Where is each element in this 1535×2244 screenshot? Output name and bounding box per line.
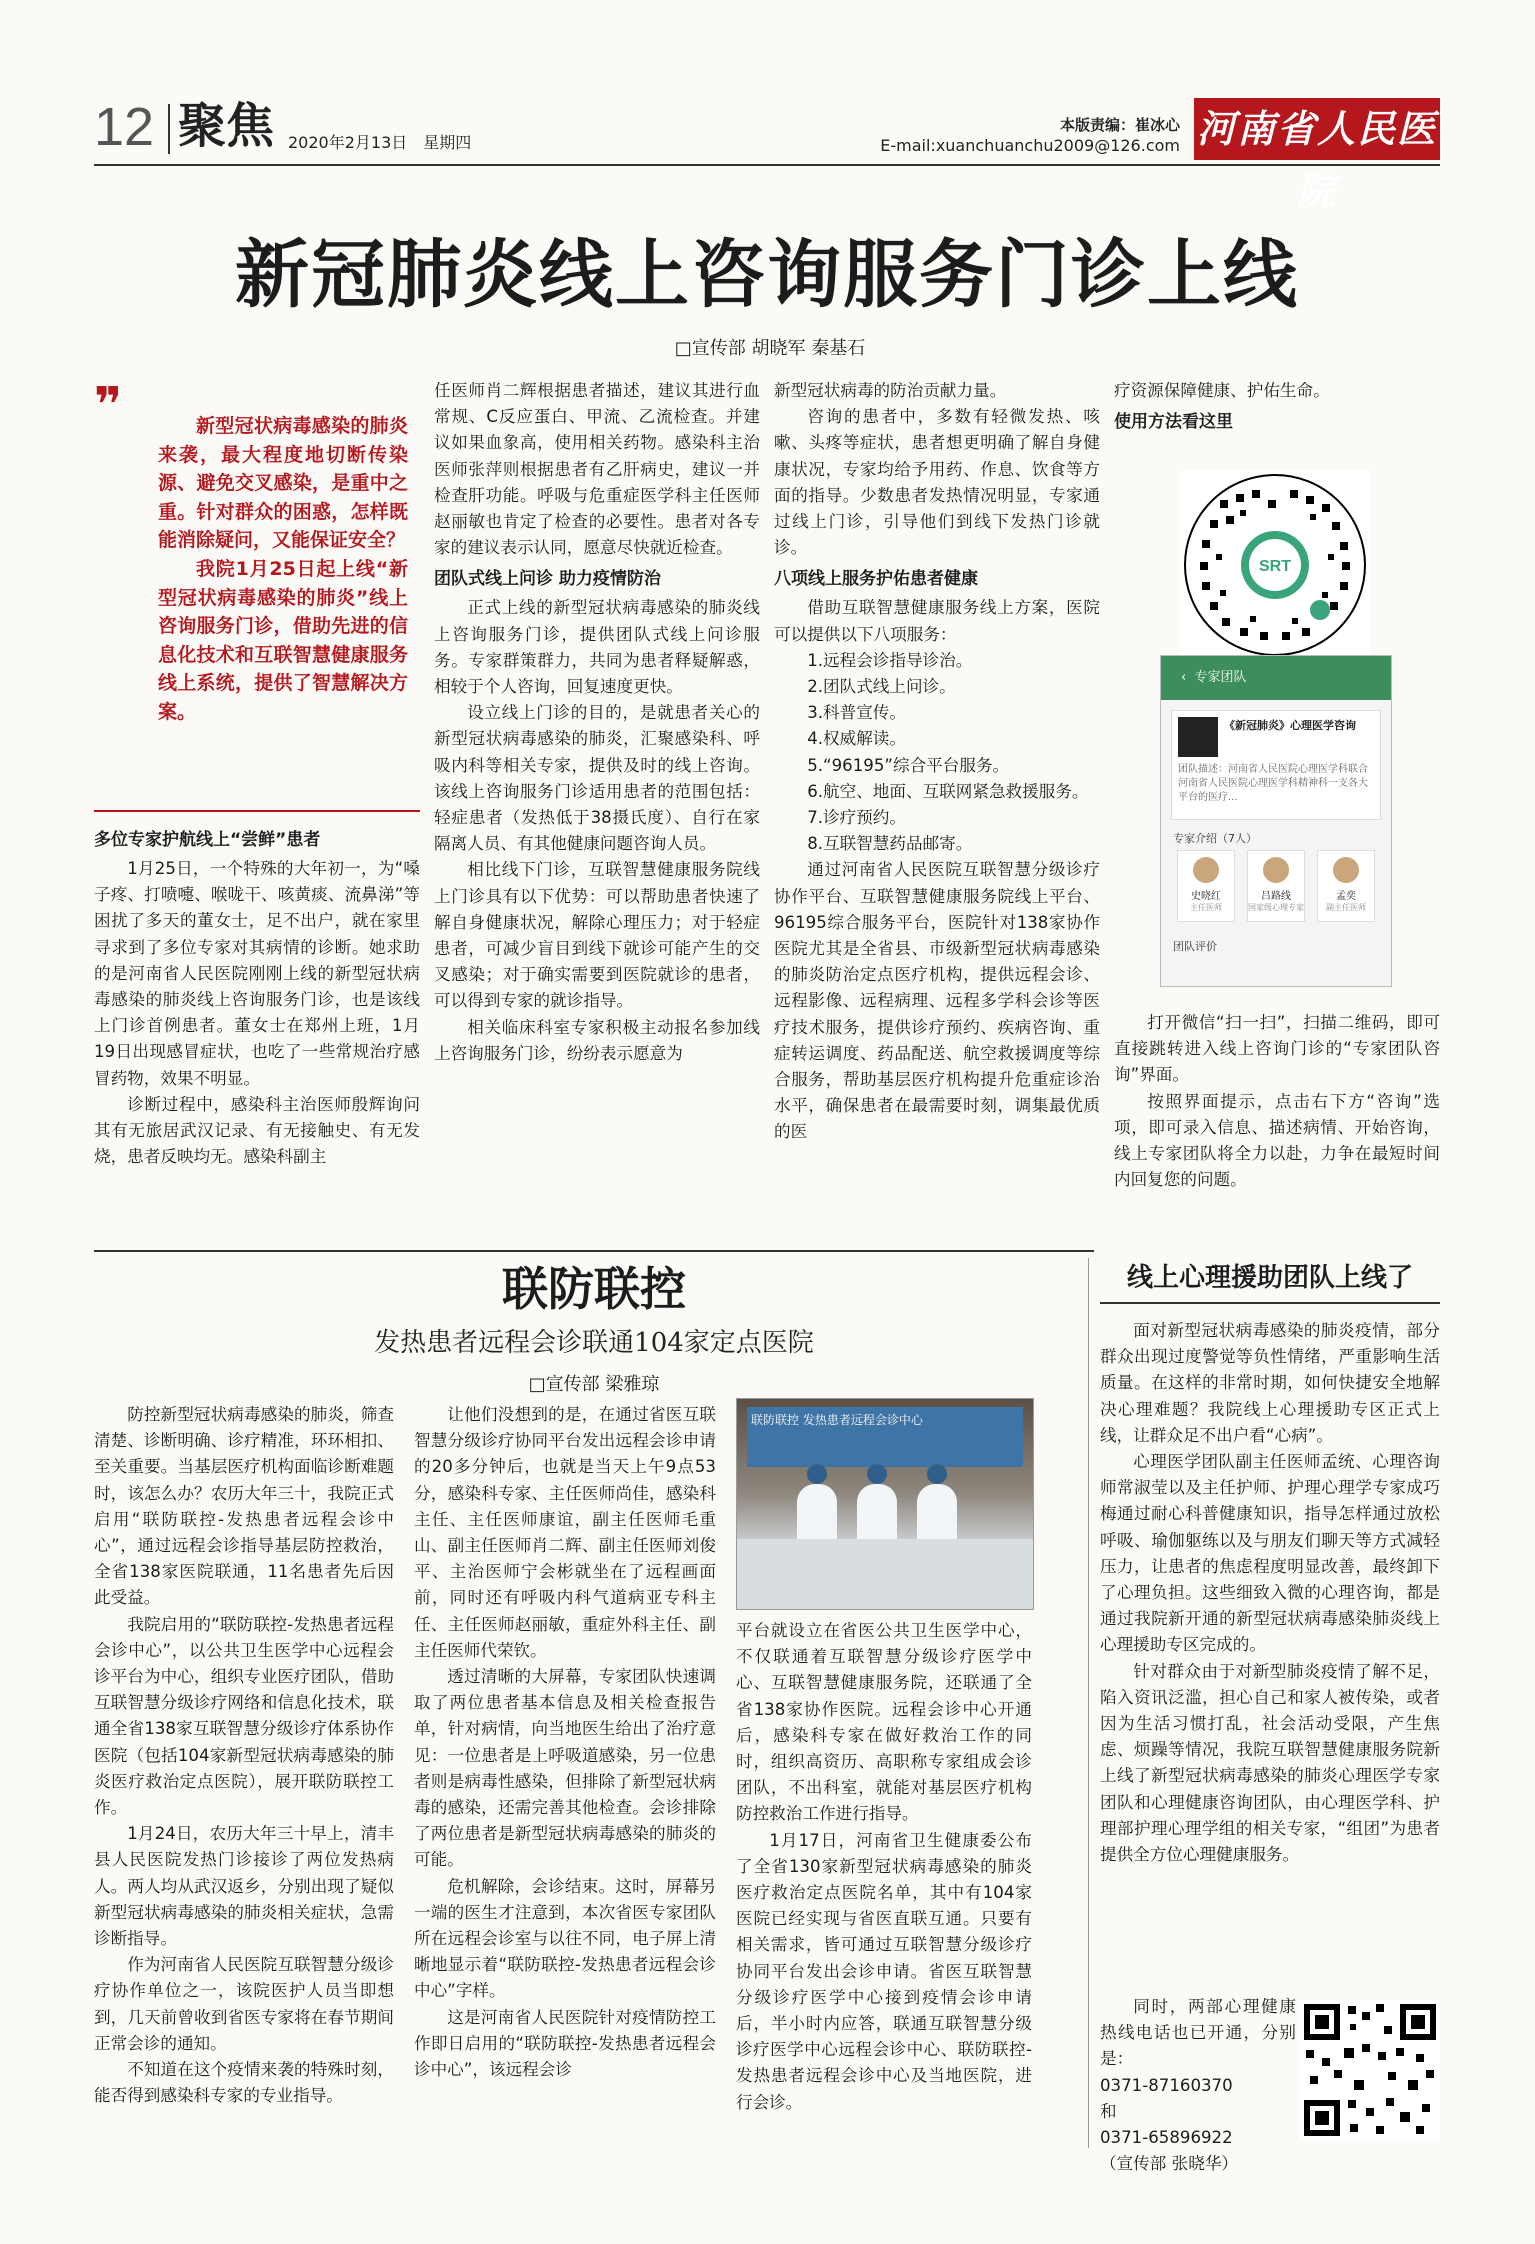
article2-column-1 (94, 1402, 394, 2144)
mini-qr-icon (1178, 717, 1218, 757)
phone-header-title: 专家团队 (1194, 670, 1247, 685)
list-item: 7.诊疗预约。 (807, 808, 906, 828)
hotline-intro: 同时，两部心理健康热线电话也已开通，分别是： (1100, 1997, 1296, 2069)
issue-date: 2020年2月13日 星期四 (288, 133, 472, 152)
paragraph: 让他们没想到的是，在通过省医互联智慧分级诊疗协同平台发出远程会诊申请的20多分钟后，也就是当天上午9点53分，感染科专家、主任医师尚佳，感染科主任、主任医师康谊，副主任医师毛重山、副主任医师肖二辉、副主任医师刘俊平、主治医师宁会彬就坐在了远程画面前，同时还有呼吸内科气道病亚专科主任、主任医师赵丽敏，重症外科主任、副主任医师代荣钦。 (414, 1405, 716, 1660)
subheading: 使用方法看这里 (1114, 412, 1233, 433)
expert-name: 孟奕 (1336, 891, 1356, 902)
paragraph: 疗资源保障健康、护佑生命。 (1114, 381, 1330, 400)
consultation-photo (736, 1398, 1034, 1610)
wechat-qr-code[interactable] (1180, 470, 1370, 660)
avatar (1193, 857, 1219, 883)
article1-byline: □宣传部 胡晓军 秦基石 (674, 338, 866, 359)
subheading: 团队式线上问诊 助力疫情防治 (434, 569, 661, 590)
avatar (1263, 857, 1289, 883)
paragraph: 我院启用的“联防联控-发热患者远程会诊中心”，以公共卫生医学中心远程会诊平台为中心，组织专业医疗团队，借助互联智慧分级诊疗网络和信息化技术，联通全省138家互联智慧分级诊疗体系协作医院（包括104家新型冠状病毒感染的肺炎医疗救治定点医院），展开联防联控工作。 (94, 1614, 394, 1818)
paragraph: 透过清晰的大屏幕，专家团队快速调取了两位患者基本信息及相关检查报告单，针对病情，向当地医生给出了治疗意见：一位患者是上呼吸道感染，另一位患者则是病毒性感染，但排除了新型冠状病毒的感染，还需完善其他检查。会诊排除了两位患者是新型冠状病毒感染的肺炎的可能。 (414, 1667, 716, 1870)
article2-column-2 (414, 1402, 716, 2144)
paragraph: 相比线下门诊，互联智慧健康服务院线上门诊具有以下优势：可以帮助患者快速了解自身健康状况，解除心理压力；对于轻症患者，可减少盲目到线下就诊可能产生的交叉感染；对于确实需要到医院就诊的患者，可以得到专家的就诊指导。 (434, 860, 760, 1011)
article3-rule (1100, 1302, 1440, 1304)
paragraph: 平台就设立在省医公共卫生医学中心，不仅联通着互联智慧分级诊疗医学中心、互联智慧健康服务院，还联通了全省138家协作医院。远程会诊中心开通后，感染科专家在做好救治工作的同时，组织高资历、高职称专家组成会诊团队，不出科室，就能对基层医疗机构防控救治工作进行指导。 (736, 1621, 1032, 1824)
section-title: 聚焦 (178, 98, 275, 154)
avatar (1333, 857, 1359, 883)
article1-column-3 (774, 378, 1100, 1222)
paragraph: 这是河南省人民医院针对疫情防控工作即日启用的“联防联控-发热患者远程会诊中心”，该远程会诊 (414, 2007, 716, 2080)
back-chevron-icon: ‹ (1181, 670, 1187, 685)
article2-subhead: 发热患者远程会诊联通104家定点医院 (374, 1328, 814, 1358)
paragraph: 诊断过程中，感染科主治医师殷辉询问其有无旅居武汉记录、有无接触史、有无发烧，患者反映均无。感染科副主 (94, 1094, 420, 1167)
list-item: 2.团队式线上问诊。 (807, 677, 956, 697)
paragraph: 设立线上门诊的目的，是就患者关心的新型冠状病毒感染的肺炎，汇聚感染科、呼吸内科等相关专家，提供及时的线上咨询。该线上咨询服务门诊适用患者的范围包括：轻症患者（发热低于38摄氏度）、自行在家隔离人员、有其他健康问题咨询人员。 (434, 703, 760, 854)
expert-name: 史晓红 (1191, 891, 1221, 902)
paragraph: 相关临床科室专家积极主动报名参加线上咨询服务门诊，纷纷表示愿意为 (434, 1017, 760, 1063)
expert-name: 吕路线 (1261, 891, 1291, 902)
paragraph: 打开微信“扫一扫”，扫描二维码，即可直接跳转进入线上咨询门诊的“专家团队咨询”界面。 (1114, 1013, 1440, 1085)
section-rule (94, 1250, 1094, 1252)
paragraph: 1月25日，一个特殊的大年初一，为“嗓子疼、打喷嚏、喉咙干、咳黄痰、流鼻涕”等困扰了多天的董女士，足不出户，就在家里寻求到了多位专家对其病情的诊断。她求助的是河南省人民医院刚刚上线的新型冠状病毒感染的肺炎线上咨询服务门诊，也是该线上门诊首例患者。董女士在郑州上班，1月19日出现感冒症状，也吃了一些常规治疗感冒药物，效果不明显。 (94, 859, 420, 1088)
list-item: 3.科普宣传。 (807, 703, 906, 723)
quote-mark-icon: ❞ (94, 377, 123, 433)
expert-card (1177, 850, 1235, 922)
contact-email: E-mail:xuanchuanchu2009@126.com (880, 136, 1180, 155)
article2-headline: 联防联控 (502, 1262, 686, 1316)
list-item: 6.航空、地面、互联网紧急救援服务。 (807, 781, 1089, 801)
phone-screenshot (1160, 655, 1392, 987)
subheading: 多位专家护航线上“尝鲜”患者 (94, 830, 321, 850)
qr-logo-text: SRT (1259, 558, 1291, 575)
expert-title: 国家级心理专家 (1248, 903, 1304, 912)
paragraph: 作为河南省人民医院互联智慧分级诊疗协作单位之一，该院医护人员当即想到，几天前曾收到省医专家将在春节期间正常会诊的通知。 (94, 1955, 394, 2053)
article3-body (1100, 1318, 1440, 1994)
list-item: 5.“96195”综合平台服务。 (807, 755, 1010, 775)
article2-byline: □宣传部 梁雅琼 (528, 1374, 660, 1395)
masthead-divider (168, 104, 170, 154)
subheading: 八项线上服务护佑患者健康 (774, 569, 978, 590)
hotline-phone-2: 0371-65896922 (1100, 2128, 1233, 2148)
column-divider (1088, 1258, 1089, 2148)
paragraph: 针对群众由于对新型肺炎疫情了解不足，陷入资讯泛滥，担心自己和家人被传染，或者因为生活习惯打乱，社会活动受限，产生焦虑、烦躁等情况，我院互联智慧健康服务院新上线了新型冠状病毒感染的肺炎心理医学专家团队和心理健康咨询团队，由心理医学科、护理部护理心理学组的相关专家，“组团”为患者提供全方位心理健康服务。 (1100, 1661, 1440, 1865)
paragraph: 咨询的患者中，多数有轻微发热、咳嗽、头疼等症状，患者想更明确了解自身健康状况，专家均给予用药、作息、饮食等方面的指导。少数患者发热情况明显，专家通过线上门诊，引导他们到线下发热门诊就诊。 (774, 407, 1100, 558)
list-item: 4.权威解读。 (807, 729, 906, 749)
team-card-title: 《新冠肺炎》心理医学咨询 (1224, 719, 1356, 732)
paragraph: 面对新型冠状病毒感染的肺炎疫情，部分群众出现过度警觉等负性情绪，严重影响生活质量。在这样的非常时期，如何快捷安全地解决心理难题？我院线上心理援助专区正式上线，让群众足不出户看“心病”。 (1100, 1321, 1440, 1445)
paragraph: 通过河南省人民医院互联智慧分级诊疗协作平台、互联智慧健康服务院线上平台、96195综合服务平台，医院针对138家协作医院尤其是全省县、市级新型冠状病毒感染的肺炎防治定点医疗机构，提供远程会诊、远程影像、远程病理、远程多学科会诊等医疗技术服务，提供诊疗预约、疾病咨询、重症转运调度、药品配送、航空救援调度等综合服务，帮助基层医疗机构提升危重症诊治水平，确保患者在最需要时刻，调集最优质的医 (774, 860, 1100, 1142)
paragraph: 新型冠状病毒的防治贡献力量。 (774, 381, 1007, 400)
article1-column-1 (94, 822, 420, 1222)
paragraph: 心理医学团队副主任医师孟统、心理咨询师常淑莹以及主任护师、护理心理学专家成巧梅通过耐心科普健康知识，指导怎样通过放松呼吸、瑜伽躯练以及与朋友们聊天等方式减轻压力，让患者的焦虑程度明显改善，最终卸下了心理负担。这些细致入微的心理咨询，都是通过我院新开通的新型冠状病毒感染肺炎线上心理援助专区完成的。 (1100, 1452, 1440, 1655)
expert-title: 副主任医师 (1326, 903, 1366, 912)
expert-card (1317, 850, 1375, 922)
team-card-desc: 团队描述：河南省人民医院心理医学科联合河南省人民医院心理医学科精神科一支各大平台的医疗... (1178, 764, 1368, 803)
main-headline: 新冠肺炎线上咨询服务门诊上线 (235, 232, 1299, 318)
list-item: 1.远程会诊指导诊治。 (807, 650, 973, 670)
expert-title: 主任医师 (1190, 903, 1222, 912)
masthead-rule (94, 164, 1440, 166)
hotline-and: 和 (1100, 2101, 1117, 2121)
article1-column-4-top (1114, 378, 1440, 438)
hospital-logo: 河南省人民医院 (1194, 98, 1440, 160)
qr-code-icon (1300, 2000, 1440, 2140)
experts-label: 专家介绍（7人） (1173, 832, 1257, 845)
hotline-block (1100, 1994, 1296, 2174)
article3-byline: （宣传部 张晓华） (1100, 2154, 1239, 2174)
lead-paragraph: 我院1月25日起上线“新型冠状病毒感染的肺炎”线上咨询服务门诊，借助先进的信息化技术和互联智慧健康服务线上系统，提供了智慧解决方案。 (158, 557, 408, 723)
phone-header (1161, 656, 1391, 700)
article1-column-2 (434, 378, 760, 1222)
paragraph: 1月24日，农历大年三十早上，清丰县人民医院发热门诊接诊了两位发热病人。两人均从武汉返乡，分别出现了疑似新型冠状病毒感染的肺炎相关症状，急需诊断指导。 (94, 1824, 394, 1949)
hotline-qr-code[interactable] (1300, 2000, 1440, 2140)
article3-headline: 线上心理援助团队上线了 (1126, 1263, 1413, 1293)
paragraph: 1月17日，河南省卫生健康委公布了全省130家新型冠状病毒感染的肺炎医疗救治定点医院名单，其中有104家医院已经实现与省医直联互通。只要有相关需求，皆可通过互联智慧分级诊疗协同平台发出会诊申请。省医互联智慧分级诊疗医学中心接到疫情会诊申请后，半小时内应答，联通互联智慧分级诊疗医学中心远程会诊中心、联防联控-发热患者远程会诊中心及当地医院，进行会诊。 (736, 1830, 1032, 2112)
lead-paragraph: 新型冠状病毒感染的肺炎来袭，最大程度地切断传染源、避免交叉感染，是重中之重。针对群众的困惑，怎样既能消除疑问，又能保证安全？ (158, 415, 408, 552)
paragraph: 按照界面提示，点击右下方“咨询”选项，即可录入信息、描述病情、开始咨询，线上专家团队将全力以赴，力争在最短时间内回复您的问题。 (1114, 1091, 1440, 1190)
expert-card (1247, 850, 1305, 922)
list-item: 8.互联智慧药品邮寄。 (807, 834, 973, 854)
photo-screen-banner: 联防联控 发热患者远程会诊中心 (747, 1407, 1023, 1467)
hotline-phone-1: 0371-87160370 (1100, 2075, 1233, 2095)
paragraph: 危机解除，会诊结束。这时，屏幕另一端的医生才注意到，本次省医专家团队所在远程会诊室与以往不同，电子屏上清晰地显示着“联防联控-发热患者远程会诊中心”字样。 (414, 1876, 716, 2001)
paragraph: 不知道在这个疫情来袭的特殊时刻，能否得到感染科专家的专业指导。 (94, 2060, 394, 2106)
paragraph: 借助互联智慧健康服务线上方案，医院可以提供以下八项服务： (774, 598, 1100, 644)
qr-code-icon (1180, 470, 1370, 660)
lead-rule (94, 810, 420, 812)
article2-column-3 (736, 1618, 1032, 2144)
page-number: 12 (94, 97, 155, 157)
paragraph: 正式上线的新型冠状病毒感染的肺炎线上咨询服务门诊，提供团队式线上问诊服务。专家群策群力，共同为患者释疑解惑，相较于个人咨询，回复速度更快。 (434, 598, 760, 697)
paragraph: 任医师肖二辉根据患者描述，建议其进行血常规、C反应蛋白、甲流、乙流检查。并建议如果血象高，使用相关药物。感染科主治医师张萍则根据患者有乙肝病史，建议一并检查肝功能。呼吸与危重症医学科主任医师赵丽敏也肯定了检查的必要性。患者对各专家的建议表示认同，愿意尽快就近检查。 (434, 381, 760, 558)
article1-lead (158, 412, 408, 727)
photo-desk (737, 1539, 1033, 1609)
team-card (1171, 710, 1381, 820)
paragraph: 防控新型冠状病毒感染的肺炎，筛查清楚、诊断明确、诊疗精准，环环相扣、至关重要。当基层医疗机构面临诊断难题时，该怎么办？农历大年三十，我院正式启用“联防联控-发热患者远程会诊中心”，通过远程会诊指导基层防控救治，全省138家医院联通，11名患者先后因此受益。 (94, 1405, 394, 1608)
reviews-label: 团队评价 (1173, 940, 1217, 953)
page-editor: 本版责编：崔冰心 (1059, 116, 1180, 134)
article1-column-4-bottom (1114, 1010, 1440, 1222)
